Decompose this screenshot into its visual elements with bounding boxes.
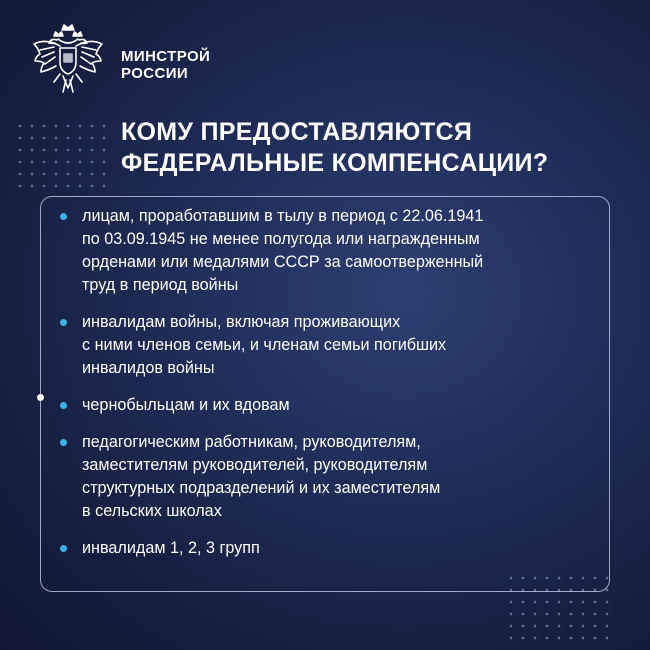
decorative-dot-grid xyxy=(14,120,109,195)
list-item-line: инвалидам 1, 2, 3 групп xyxy=(82,539,260,557)
list-item-line: лицам, проработавшим в тылу в период с 22.06.1941 xyxy=(82,207,484,225)
list-item xyxy=(60,537,605,560)
panel-accent-dot xyxy=(37,394,44,401)
list-item-line: инвалидам войны, включая проживающих xyxy=(82,313,401,331)
list-item-line: педагогическим работникам, руководителям, xyxy=(82,433,421,451)
compensation-recipients-list xyxy=(60,205,605,574)
list-item xyxy=(60,311,605,380)
page-title-line: КОМУ ПРЕДОСТАВЛЯЮТСЯ xyxy=(121,118,473,146)
bullet-icon xyxy=(60,213,67,220)
list-item-line: по 03.09.1945 не менее полугода или награжденным xyxy=(82,230,480,248)
list-item-line: в сельских школах xyxy=(82,502,222,520)
ministry-name xyxy=(121,48,210,82)
bullet-icon xyxy=(60,439,67,446)
page-title-line: ФЕДЕРАЛЬНЫЕ КОМПЕНСАЦИИ? xyxy=(121,149,549,177)
list-item-line: структурных подразделений и их заместителям xyxy=(82,479,441,497)
bullet-icon xyxy=(60,402,67,409)
ministry-name-line: МИНСТРОЙ xyxy=(121,48,211,65)
list-item-line: труд в период войны xyxy=(82,276,239,294)
list-item-line: инвалидов войны xyxy=(82,359,215,377)
eagle-emblem-icon xyxy=(30,20,106,100)
list-item-line: с ними членов семьи, и членам семьи погибших xyxy=(82,336,447,354)
list-item-line: заместителям руководителей, руководителям xyxy=(82,456,428,474)
list-item xyxy=(60,205,605,297)
bullet-icon xyxy=(60,545,67,552)
list-item-line: чернобыльцам и их вдовам xyxy=(82,396,290,414)
list-item xyxy=(60,431,605,523)
ministry-name-line: РОССИИ xyxy=(121,65,189,82)
list-item-line: орденами или медалями СССР за самоотверженный xyxy=(82,253,484,271)
bullet-icon xyxy=(60,319,67,326)
list-item xyxy=(60,394,605,417)
page-title xyxy=(121,117,548,179)
